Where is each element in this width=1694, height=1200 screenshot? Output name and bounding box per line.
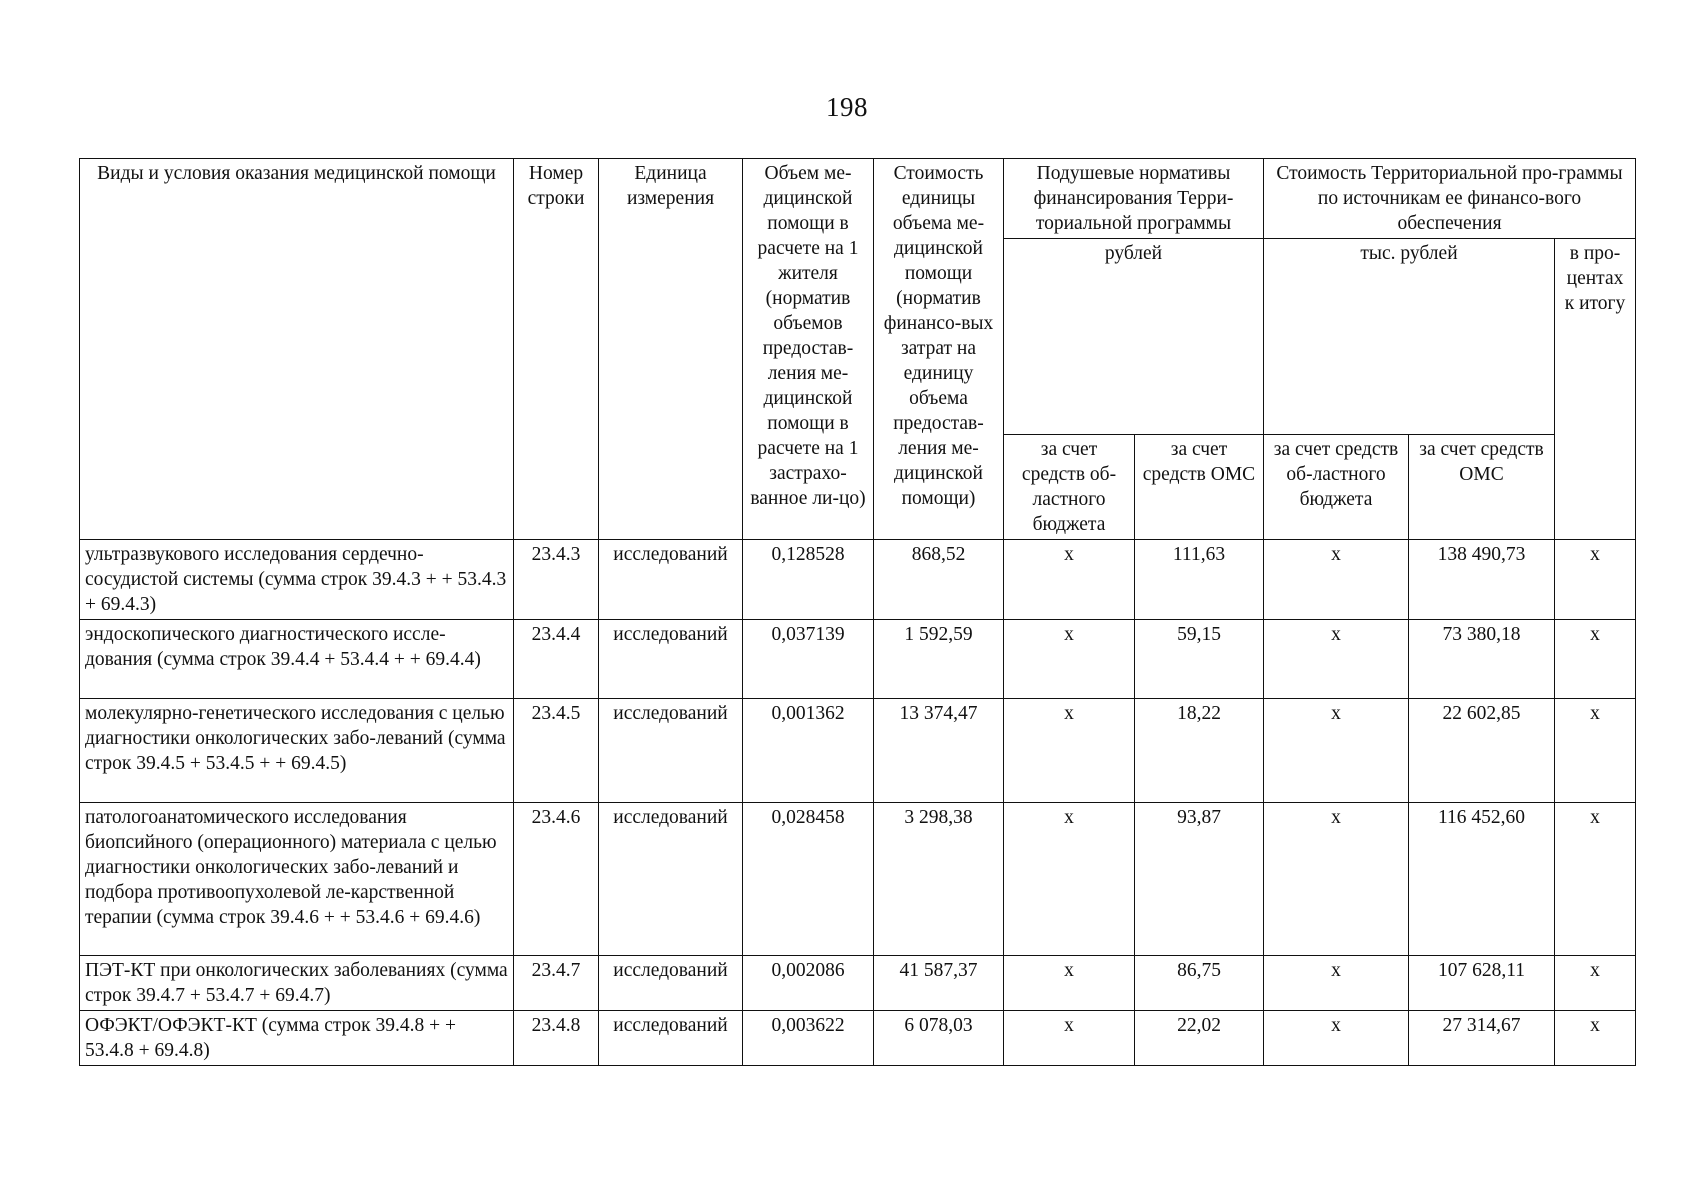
cell-pr-budget: х (1264, 620, 1409, 699)
cell-volume: 0,001362 (743, 699, 874, 803)
cell-name: эндоскопического диагностического иссле-дования (сумма строк 39.4.4 + 53.4.4 + + 69.4.4) (80, 620, 514, 699)
cell-pr-oms: 138 490,73 (1409, 540, 1555, 620)
cell-percent: х (1555, 540, 1636, 620)
cell-row-number: 23.4.7 (514, 956, 599, 1011)
cell-unit: исследований (599, 956, 743, 1011)
cell-volume: 0,028458 (743, 803, 874, 956)
table-row (80, 1011, 1636, 1066)
cell-cost: 3 298,38 (874, 803, 1004, 956)
cell-pc-budget: х (1004, 699, 1135, 803)
cell-pr-budget: х (1264, 803, 1409, 956)
header-regional-budget: за счет средств об-ластного бюджета (1004, 435, 1135, 540)
cell-pc-oms: 59,15 (1135, 620, 1264, 699)
cell-pr-oms: 27 314,67 (1409, 1011, 1555, 1066)
cell-cost: 868,52 (874, 540, 1004, 620)
header-oms-funds-2: за счет средств ОМС (1409, 435, 1555, 540)
header-unit-rubles: рублей (1004, 239, 1264, 435)
page-number: 198 (826, 92, 868, 122)
header-unit-thousand-rubles: тыс. рублей (1264, 239, 1555, 435)
cell-percent: х (1555, 699, 1636, 803)
header-unit: Единица измерения (599, 159, 743, 540)
header-row-number: Номер строки (514, 159, 599, 540)
cell-row-number: 23.4.3 (514, 540, 599, 620)
cell-pc-oms: 93,87 (1135, 803, 1264, 956)
cell-percent: х (1555, 620, 1636, 699)
cell-volume: 0,003622 (743, 1011, 874, 1066)
cell-unit: исследований (599, 620, 743, 699)
cell-row-number: 23.4.5 (514, 699, 599, 803)
cell-pc-oms: 111,63 (1135, 540, 1264, 620)
cell-cost: 13 374,47 (874, 699, 1004, 803)
cell-pc-budget: х (1004, 956, 1135, 1011)
cell-pc-budget: х (1004, 620, 1135, 699)
cell-row-number: 23.4.8 (514, 1011, 599, 1066)
cell-pr-oms: 116 452,60 (1409, 803, 1555, 956)
header-cost: Стоимость единицы объема ме-дицинской помощи (норматив финансо-вых затрат на единицу объема предостав-ления ме-дицинской помощи) (874, 159, 1004, 540)
cell-pc-budget: х (1004, 540, 1135, 620)
table-row (80, 699, 1636, 803)
cell-pc-oms: 18,22 (1135, 699, 1264, 803)
cell-cost: 6 078,03 (874, 1011, 1004, 1066)
cell-percent: х (1555, 803, 1636, 956)
cell-name: ультразвукового исследования сердечно-сосудистой системы (сумма строк 39.4.3 + + 53.4.3 + 69.4.3) (80, 540, 514, 620)
header-oms-funds: за счет средств ОМС (1135, 435, 1264, 540)
header-percent-of-total: в про-центах к итогу (1555, 239, 1636, 540)
cell-row-number: 23.4.6 (514, 803, 599, 956)
cell-name: патологоанатомического исследования биопсийного (операционного) материала с целью диагностики онкологических забо-леваний и подбора противоопухолевой ле-карственной терапии (сумма строк 39.4.6 + + 53.4.6 + 69.4.6) (80, 803, 514, 956)
cell-pr-budget: х (1264, 1011, 1409, 1066)
header-regional-budget-2: за счет средств об-ластного бюджета (1264, 435, 1409, 540)
cell-row-number: 23.4.4 (514, 620, 599, 699)
header-program-cost-group: Стоимость Территориальной про-граммы по источникам ее финансо-вого обеспечения (1264, 159, 1636, 239)
cell-unit: исследований (599, 540, 743, 620)
cell-cost: 1 592,59 (874, 620, 1004, 699)
header-per-capita-group: Подушевые нормативы финансирования Терри-ториальной программы (1004, 159, 1264, 239)
financing-table (79, 158, 1636, 1066)
cell-unit: исследований (599, 1011, 743, 1066)
cell-pc-budget: х (1004, 1011, 1135, 1066)
header-volume: Объем ме-дицинской помощи в расчете на 1 жителя (норматив объемов предостав-ления ме-дицинской помощи в расчете на 1 застрахо-ванное ли-цо) (743, 159, 874, 540)
header-type: Виды и условия оказания медицинской помощи (80, 159, 514, 540)
table-row (80, 620, 1636, 699)
table-row (80, 803, 1636, 956)
cell-pr-budget: х (1264, 956, 1409, 1011)
cell-pr-oms: 107 628,11 (1409, 956, 1555, 1011)
cell-name: молекулярно-генетического исследования с целью диагностики онкологических забо-леваний (сумма строк 39.4.5 + 53.4.5 + + 69.4.5) (80, 699, 514, 803)
cell-pr-budget: х (1264, 540, 1409, 620)
cell-volume: 0,037139 (743, 620, 874, 699)
cell-volume: 0,128528 (743, 540, 874, 620)
cell-unit: исследований (599, 803, 743, 956)
cell-pc-oms: 86,75 (1135, 956, 1264, 1011)
cell-percent: х (1555, 1011, 1636, 1066)
cell-pr-oms: 22 602,85 (1409, 699, 1555, 803)
cell-pr-oms: 73 380,18 (1409, 620, 1555, 699)
cell-unit: исследований (599, 699, 743, 803)
cell-pc-budget: х (1004, 803, 1135, 956)
cell-pr-budget: х (1264, 699, 1409, 803)
cell-name: ПЭТ-КТ при онкологических заболеваниях (сумма строк 39.4.7 + 53.4.7 + 69.4.7) (80, 956, 514, 1011)
cell-name: ОФЭКТ/ОФЭКТ-КТ (сумма строк 39.4.8 + + 53.4.8 + 69.4.8) (80, 1011, 514, 1066)
table-row (80, 956, 1636, 1011)
cell-volume: 0,002086 (743, 956, 874, 1011)
cell-pc-oms: 22,02 (1135, 1011, 1264, 1066)
table-row (80, 540, 1636, 620)
cell-percent: х (1555, 956, 1636, 1011)
cell-cost: 41 587,37 (874, 956, 1004, 1011)
